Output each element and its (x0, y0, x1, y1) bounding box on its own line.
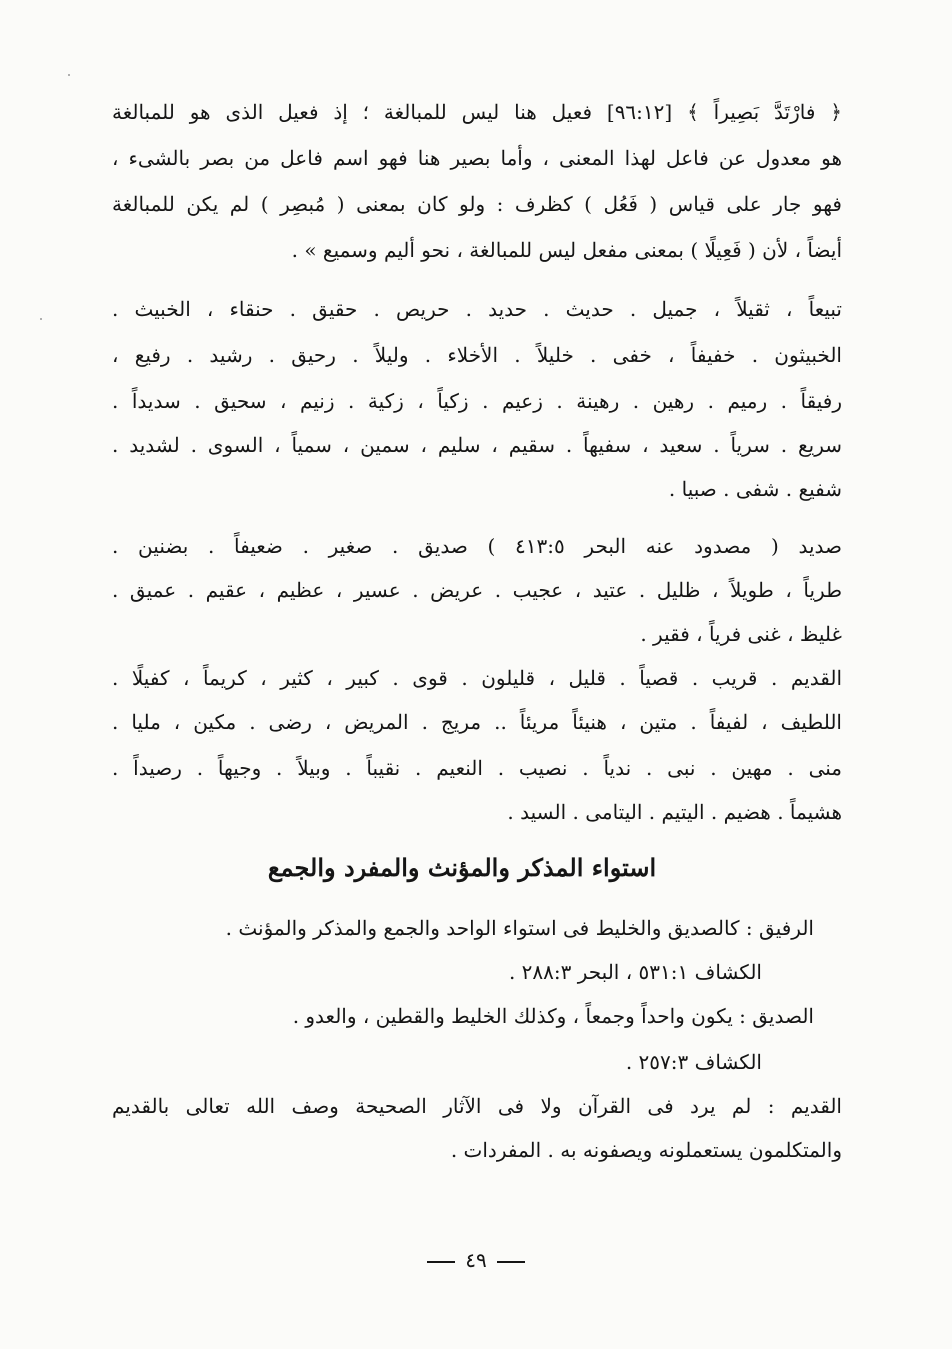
text-line: سريع . سرياً . سعيد ، سفيهاً . سقيم ، سليم ، سمين ، سمياً ، السوى . لشديد . (112, 433, 842, 457)
text-line: فهو جار على قياس ( فَعُل ) كظرف : ولو كان بمعنى ( مُبصِر ) لم يكن للمبالغة (112, 192, 842, 216)
text-line: طرياً ، طويلاً ، ظليل . عتيد ، عجيب . عريض . عسير ، عظيم ، عقيم . عميق . (112, 578, 842, 602)
page-number-text: ٤٩ (465, 1248, 487, 1272)
entry-line: القديم : لم يرد فى القرآن ولا فى الآثار الصحيحة وصف الله تعالى بالقديم (112, 1094, 842, 1118)
text-line: تبيعاً ، ثقيلاً ، جميل . حديث . حديد . حريص . حقيق . حنقاء ، الخبيث . (112, 297, 842, 321)
entry-line: الصديق : يكون واحداً وجمعاً ، وكذلك الخليط والقطين ، والعدو . (292, 1004, 814, 1028)
scan-speck (68, 74, 70, 76)
text-line: هشيماً . هضيم . اليتيم . اليتامى . السيد . (507, 800, 842, 824)
citation-line: الكشاف ٢٥٧:٣ . (625, 1050, 762, 1074)
text-line: منى . مهين . نبى . ندياً . نصيب . النعيم . نقيباً . وبيلاً . وجيهاً . رصيداً . (112, 756, 842, 780)
text-line: القديم . قريب . قصياً . قليل ، قليلون . قوى . كبير ، كثير ، كريماً ، كفيلًا . (112, 666, 842, 690)
entry-line: الرفيق : كالصديق والخليط فى استواء الواحد والجمع والمذكر والمؤنث . (225, 916, 814, 940)
text-line: غليظ ، غنى فرياً ، فقير . (640, 622, 842, 646)
text-line: شفيع . شفى . صبيا . (668, 477, 842, 501)
section-heading: استواء المذكر والمؤنث والمفرد والجمع (267, 853, 657, 882)
text-line: الخبيثون . خفيفاً ، خفى . خليلاً . الأخلاء . وليلاً . رحيق . رشيد . رفيع ، (112, 343, 842, 367)
text-line: هو معدول عن فاعل لهذا المعنى ، وأما بصير هنا فهو اسم فاعل من بصر بالشىء ، (112, 146, 842, 170)
scan-speck (40, 318, 42, 320)
text-line: رفيقاً . رميم . رهين . رهينة . زعيم . زكياً ، زكية . زنيم ، سحيق . سديداً . (112, 389, 842, 413)
text-line: أيضاً ، لأن ( فَعِيلًا ) بمعنى مفعل ليس للمبالغة ، نحو أليم وسميع » . (291, 238, 842, 262)
text-line: اللطيف ، لفيفاً . متين ، هنيئاً مريئاً .. مريج . المريض ، رضى . مكين ، مليا . (112, 710, 842, 734)
page-number (0, 1248, 952, 1272)
text-line: صديد ( مصدود عنه البحر ٤١٣:٥ ) صديق . صغير . ضعيفاً . بضنين . (112, 534, 843, 558)
citation-line: الكشاف ٥٣١:١ ، البحر ٢٨٨:٣ . (508, 960, 762, 984)
dash-right (427, 1261, 455, 1263)
text-line: ﴿ فارْتَدَّ بَصِيراً ﴾ [٩٦:١٢] فعيل هنا ليس للمبالغة ؛ إذ فعيل الذى هو للمبالغة (112, 100, 842, 124)
dash-left (497, 1261, 525, 1263)
entry-line: والمتكلمون يستعملونه ويصفونه به . المفردات . (450, 1138, 842, 1162)
